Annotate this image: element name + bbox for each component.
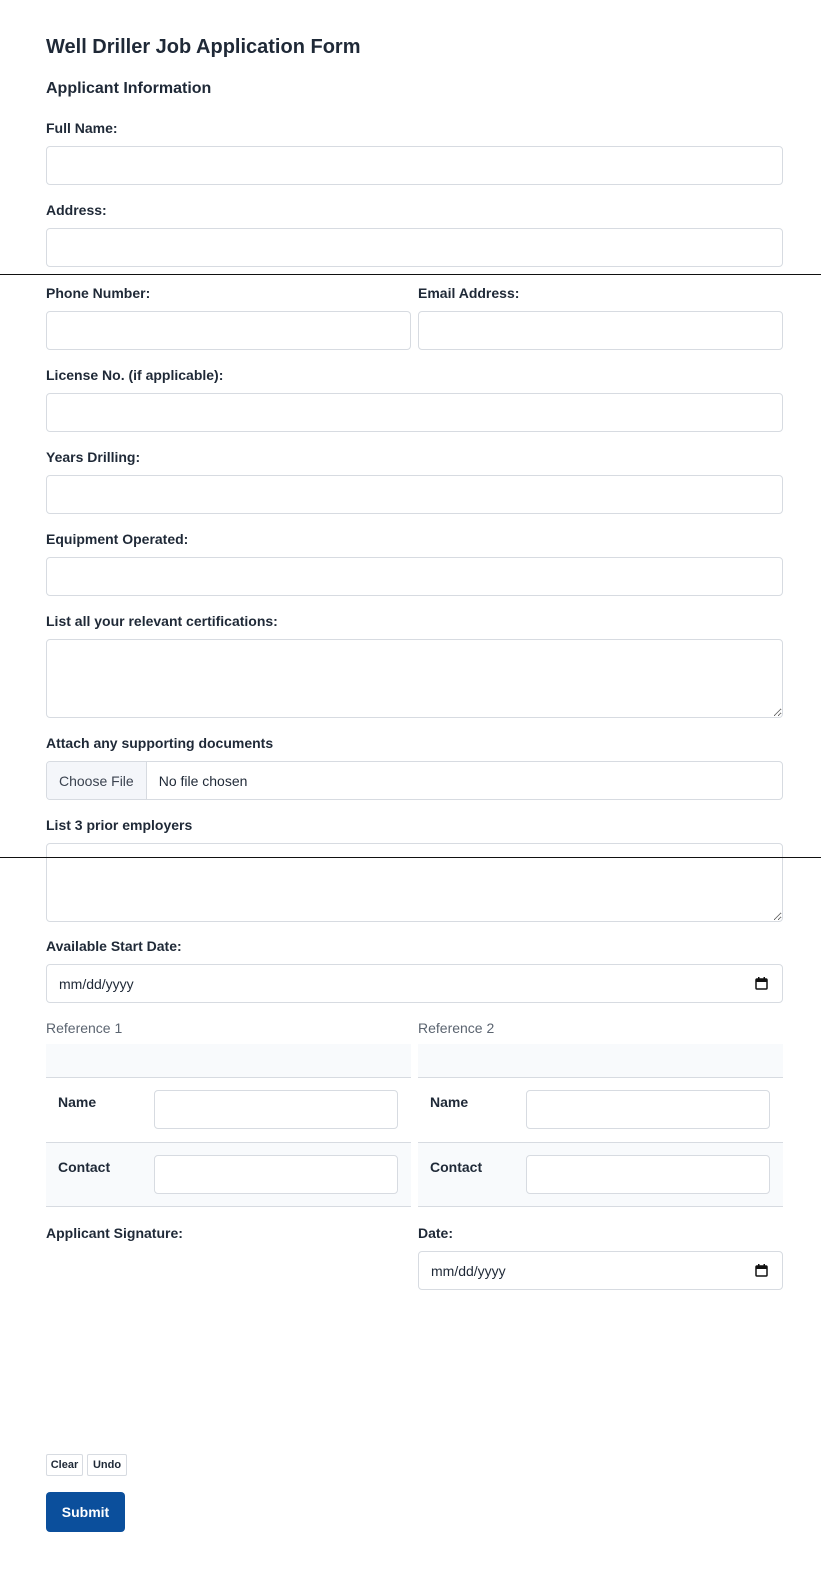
reference-2-contact-row xyxy=(418,1143,783,1207)
calendar-icon[interactable] xyxy=(754,1264,768,1278)
phone-number-input[interactable] xyxy=(46,311,411,350)
choose-file-button[interactable]: Choose File xyxy=(47,762,147,799)
prior-employers-textarea[interactable] xyxy=(46,843,783,922)
reference-1-name-row xyxy=(46,1078,411,1143)
reference-2-title: Reference 2 xyxy=(418,1020,495,1036)
form-title: Well Driller Job Application Form xyxy=(46,36,361,58)
reference-1-header-row xyxy=(46,1044,411,1078)
certifications-label: List all your relevant certifications: xyxy=(46,613,278,629)
section-title-applicant-information: Applicant Information xyxy=(46,80,212,97)
file-upload-field[interactable] xyxy=(46,761,783,800)
equipment-operated-label: Equipment Operated: xyxy=(46,531,189,547)
calendar-icon[interactable] xyxy=(754,977,768,991)
horizontal-divider xyxy=(0,857,821,858)
certifications-textarea[interactable] xyxy=(46,639,783,718)
start-date-placeholder: mm/dd/yyyy xyxy=(59,975,134,992)
license-number-label: License No. (if applicable): xyxy=(46,367,224,383)
reference-2-header-row xyxy=(418,1044,783,1078)
full-name-input[interactable] xyxy=(46,146,783,185)
start-date-input[interactable] xyxy=(46,964,783,1003)
clear-signature-button[interactable]: Clear xyxy=(46,1454,83,1476)
address-input[interactable] xyxy=(46,228,783,267)
reference-2-name-row xyxy=(418,1078,783,1143)
reference-2-contact-input[interactable] xyxy=(526,1155,770,1194)
undo-signature-button[interactable]: Undo xyxy=(87,1454,127,1476)
submit-button[interactable]: Submit xyxy=(46,1492,125,1532)
reference-1-contact-label: Contact xyxy=(58,1159,111,1175)
reference-2-name-label: Name xyxy=(430,1094,469,1110)
phone-number-label: Phone Number: xyxy=(46,285,151,301)
signature-date-input[interactable] xyxy=(418,1251,783,1290)
equipment-operated-input[interactable] xyxy=(46,557,783,596)
reference-1-contact-row xyxy=(46,1143,411,1207)
years-drilling-input[interactable] xyxy=(46,475,783,514)
signature-pad[interactable] xyxy=(46,1250,411,1445)
applicant-signature-label: Applicant Signature: xyxy=(46,1225,183,1241)
horizontal-divider xyxy=(0,274,821,275)
reference-1-contact-input[interactable] xyxy=(154,1155,398,1194)
license-number-input[interactable] xyxy=(46,393,783,432)
signature-date-label: Date: xyxy=(418,1225,454,1241)
signature-date-placeholder: mm/dd/yyyy xyxy=(431,1262,506,1279)
years-drilling-label: Years Drilling: xyxy=(46,449,141,465)
reference-1-name-input[interactable] xyxy=(154,1090,398,1129)
email-address-input[interactable] xyxy=(418,311,783,350)
reference-1-title: Reference 1 xyxy=(46,1020,123,1036)
reference-2-contact-label: Contact xyxy=(430,1159,483,1175)
prior-employers-label: List 3 prior employers xyxy=(46,817,193,833)
reference-1-name-label: Name xyxy=(58,1094,97,1110)
attach-documents-label: Attach any supporting documents xyxy=(46,735,274,751)
full-name-label: Full Name: xyxy=(46,120,118,136)
email-address-label: Email Address: xyxy=(418,285,520,301)
address-label: Address: xyxy=(46,202,107,218)
reference-2-name-input[interactable] xyxy=(526,1090,770,1129)
start-date-label: Available Start Date: xyxy=(46,938,182,954)
file-status-text: No file chosen xyxy=(158,772,248,789)
